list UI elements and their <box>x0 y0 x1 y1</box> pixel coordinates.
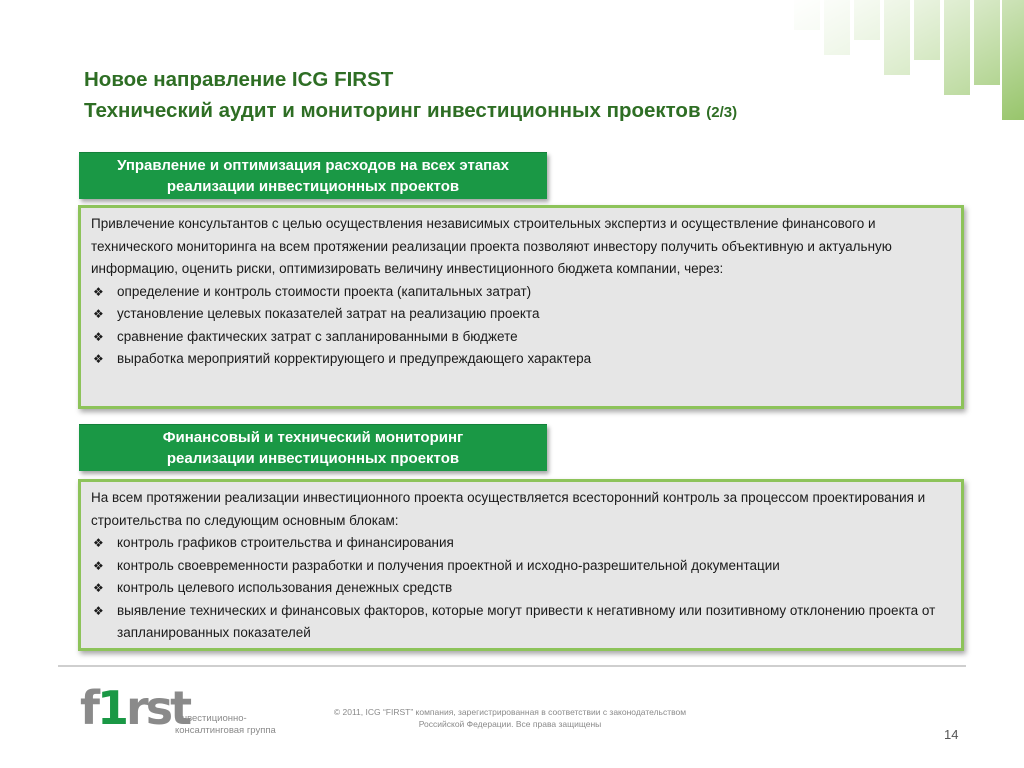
slide-title <box>84 64 924 128</box>
diamond-bullet-icon: ❖ <box>93 284 104 299</box>
section2-box <box>78 479 964 651</box>
list-item: ❖ установление целевых показателей затрат на реализацию проекта <box>91 303 951 326</box>
list-item: ❖ определение и контроль стоимости проекта (капитальных затрат) <box>91 281 951 304</box>
list-item: ❖ контроль целевого использования денежных средств <box>91 577 951 600</box>
section1-header-line2: реализации инвестиционных проектов <box>166 178 460 195</box>
logo-subtitle: Инвестиционно- консалтинговая группа <box>175 713 276 736</box>
section1-intro: Привлечение консультантов с целью осуществления независимых строительных экспертиз и осуществление финансового и технического мониторинга на всем протяжении реализации проекта позволяют инвестору получить объективную и актуальную информацию, оценить риски, оптимизировать величину инвестиционного бюджета компании, через: <box>91 216 892 276</box>
first-logo <box>80 680 276 736</box>
list-item: ❖ выявление технических и финансовых факторов, которые могут привести к негативному или позитивному отклонению проекта от запланированных показателей <box>91 600 951 645</box>
section2-intro: На всем протяжении реализации инвестиционного проекта осуществляется всесторонний контроль за процессом проектирования и строительства по следующим основным блокам: <box>91 490 926 528</box>
footer-divider <box>58 665 966 667</box>
section1-header <box>79 152 547 199</box>
diamond-bullet-icon: ❖ <box>93 603 104 618</box>
diamond-bullet-icon: ❖ <box>93 558 104 573</box>
list-item: ❖ контроль своевременности разработки и получения проектной и исходно-разрешительной документации <box>91 555 951 578</box>
page-number: 14 <box>944 727 959 742</box>
logo-wordmark: f1rst <box>80 681 190 735</box>
section2-header-line1: Финансовый и технический мониторинг <box>162 429 464 446</box>
section2-list <box>91 532 951 645</box>
section1-header-line1: Управление и оптимизация расходов на всех этапах <box>117 157 509 174</box>
copyright-notice: © 2011, ICG “FIRST” компания, зарегистрированная в соответствии с законодательством Российской Федерации. Все права защищены <box>333 707 687 729</box>
list-item: ❖ выработка мероприятий корректирующего и предупреждающего характера <box>91 348 951 371</box>
title-line-2 <box>84 95 924 128</box>
diamond-bullet-icon: ❖ <box>93 307 104 321</box>
title-page-indicator: (2/3) <box>706 104 738 121</box>
diamond-bullet-icon: ❖ <box>93 536 104 550</box>
title-line-1: Новое направление ICG FIRST <box>84 68 394 91</box>
diamond-bullet-icon: ❖ <box>93 581 104 595</box>
section1-list <box>91 281 951 371</box>
list-item: ❖ контроль графиков строительства и финансирования <box>91 532 951 555</box>
list-item: ❖ сравнение фактических затрат с запланированными в бюджете <box>91 326 951 349</box>
section1-box <box>78 205 964 409</box>
diamond-bullet-icon: ❖ <box>93 329 104 344</box>
section2-header <box>79 424 547 471</box>
diamond-bullet-icon: ❖ <box>93 352 104 366</box>
title-line-2-text: Технический аудит и мониторинг инвестиционных проектов <box>84 99 701 122</box>
section2-header-line2: реализации инвестиционных проектов <box>166 450 460 467</box>
